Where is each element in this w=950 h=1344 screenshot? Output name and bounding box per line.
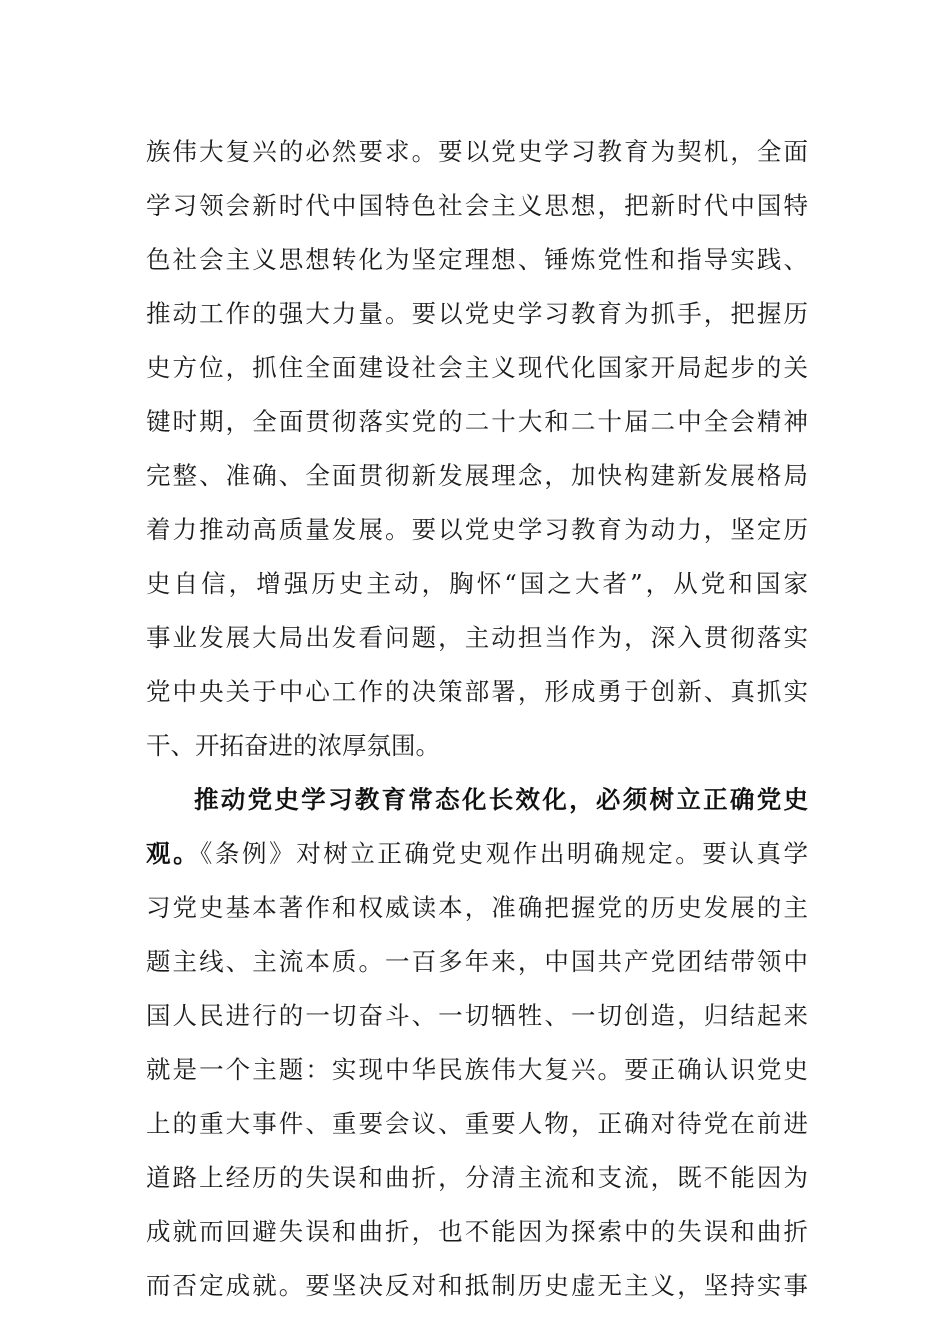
- paragraph-1-line-7: 完整、准确、全面贯彻新发展理念，加快构建新发展格局: [146, 461, 808, 490]
- paragraph-1-line-5: 史方位，抓住全面建设社会主义现代化国家开局起步的关: [146, 353, 808, 382]
- paragraph-2-line-5: 国人民进行的一切奋斗、一切牺牲、一切创造，归结起来: [146, 1001, 808, 1030]
- paragraph-2-line-4: 题主线、主流本质。一百多年来，中国共产党团结带领中: [146, 947, 808, 976]
- paragraph-2-line-7: 上的重大事件、重要会议、重要人物，正确对待党在前进: [146, 1109, 808, 1138]
- paragraph-1-line-3: 色社会主义思想转化为坚定理想、锤炼党性和指导实践、: [146, 245, 808, 274]
- paragraph-2-heading-tail: 观。: [146, 839, 201, 868]
- paragraph-2-line-9: 成就而回避失误和曲折，也不能因为探索中的失误和曲折: [146, 1217, 808, 1246]
- paragraph-1-line-9: 史自信，增强历史主动，胸怀“国之大者”，从党和国家: [146, 569, 808, 598]
- paragraph-1-line-12: 干、开拓奋进的浓厚氛围。: [146, 731, 440, 760]
- paragraph-2-line-3: 习党史基本著作和权威读本，准确把握党的历史发展的主: [146, 893, 808, 922]
- paragraph-1-line-4: 推动工作的强大力量。要以党史学习教育为抓手，把握历: [146, 299, 808, 328]
- paragraph-2-line-6: 就是一个主题：实现中华民族伟大复兴。要正确认识党史: [146, 1055, 808, 1084]
- paragraph-2-line-8: 道路上经历的失误和曲折，分清主流和支流，既不能因为: [146, 1163, 808, 1192]
- paragraph-1-line-1: 族伟大复兴的必然要求。要以党史学习教育为契机，全面: [146, 137, 808, 166]
- paragraph-2-line-10: 而否定成就。要坚决反对和抵制历史虚无主义，坚持实事: [146, 1271, 808, 1300]
- paragraph-1-line-8: 着力推动高质量发展。要以党史学习教育为动力，坚定历: [146, 515, 808, 544]
- paragraph-1-line-6: 键时期，全面贯彻落实党的二十大和二十届二中全会精神: [146, 407, 808, 436]
- paragraph-2-line-2-rest: 《条例》对树立正确党史观作出明确规定。要认真学: [200, 839, 808, 868]
- paragraph-2-line-2: [146, 833, 808, 875]
- paragraph-2-heading-line-1: 推动党史学习教育常态化长效化，必须树立正确党史: [194, 785, 808, 814]
- paragraph-1-line-11: 党中央关于中心工作的决策部署，形成勇于创新、真抓实: [146, 677, 808, 706]
- paragraph-1-line-2: 学习领会新时代中国特色社会主义思想，把新时代中国特: [146, 191, 808, 220]
- paragraph-1-line-10: 事业发展大局出发看问题，主动担当作为，深入贯彻落实: [146, 623, 808, 652]
